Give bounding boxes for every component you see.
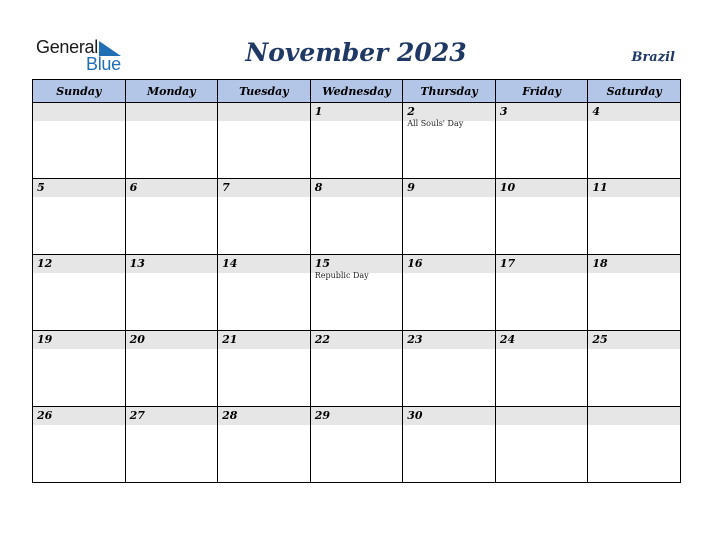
day-number: 18	[588, 255, 680, 273]
day-number: 15	[311, 255, 403, 273]
weekday-header-row	[33, 80, 681, 103]
day-number: 17	[496, 255, 588, 273]
day-cell	[310, 255, 403, 331]
day-number: 7	[218, 179, 310, 197]
day-number: 6	[126, 179, 218, 197]
day-cell	[218, 103, 311, 179]
day-number: 19	[33, 331, 125, 349]
day-cell	[125, 255, 218, 331]
day-cell	[495, 179, 588, 255]
weekday-header: Tuesday	[218, 80, 311, 103]
day-number: 13	[126, 255, 218, 273]
day-cell	[495, 331, 588, 407]
day-number: 16	[403, 255, 495, 273]
weekday-header: Wednesday	[310, 80, 403, 103]
logo-text-blue: Blue	[86, 54, 121, 74]
day-cell	[33, 407, 126, 483]
day-number	[588, 407, 680, 425]
day-number: 2	[403, 103, 495, 121]
day-number: 24	[496, 331, 588, 349]
day-cell	[218, 331, 311, 407]
weekday-header: Saturday	[588, 80, 681, 103]
day-number	[33, 103, 125, 121]
week-row	[33, 179, 681, 255]
day-number: 1	[311, 103, 403, 121]
day-number: 21	[218, 331, 310, 349]
weekday-header: Friday	[495, 80, 588, 103]
day-number: 27	[126, 407, 218, 425]
day-number: 12	[33, 255, 125, 273]
day-number	[496, 407, 588, 425]
day-cell	[310, 407, 403, 483]
day-cell	[588, 255, 681, 331]
day-number: 28	[218, 407, 310, 425]
day-cell	[495, 103, 588, 179]
day-cell	[588, 103, 681, 179]
weekday-header: Thursday	[403, 80, 496, 103]
week-row	[33, 407, 681, 483]
day-cell	[125, 407, 218, 483]
day-cell	[495, 407, 588, 483]
day-cell	[310, 331, 403, 407]
day-number: 10	[496, 179, 588, 197]
day-cell	[125, 179, 218, 255]
weekday-header: Monday	[125, 80, 218, 103]
day-cell	[403, 255, 496, 331]
day-number: 4	[588, 103, 680, 121]
week-row	[33, 103, 681, 179]
day-number: 25	[588, 331, 680, 349]
day-cell	[33, 255, 126, 331]
week-row	[33, 255, 681, 331]
day-number: 23	[403, 331, 495, 349]
day-cell	[33, 331, 126, 407]
day-cell	[403, 331, 496, 407]
day-cell	[588, 331, 681, 407]
day-cell	[218, 179, 311, 255]
day-number: 20	[126, 331, 218, 349]
holiday-label: Republic Day	[314, 271, 369, 280]
day-cell	[495, 255, 588, 331]
holiday-label: All Souls' Day	[407, 119, 464, 128]
day-cell	[310, 103, 403, 179]
day-cell	[588, 179, 681, 255]
day-cell	[218, 407, 311, 483]
weekday-header: Sunday	[33, 80, 126, 103]
day-number: 29	[311, 407, 403, 425]
day-number: 22	[311, 331, 403, 349]
day-cell	[125, 103, 218, 179]
day-number: 11	[588, 179, 680, 197]
country-label: Brazil	[631, 50, 675, 65]
day-number: 8	[311, 179, 403, 197]
day-cell	[33, 179, 126, 255]
day-cell	[125, 331, 218, 407]
day-cell	[588, 407, 681, 483]
day-number	[126, 103, 218, 121]
day-cell	[403, 407, 496, 483]
day-cell	[33, 103, 126, 179]
logo-text-general: General	[36, 37, 98, 57]
day-number: 9	[403, 179, 495, 197]
day-number: 30	[403, 407, 495, 425]
day-cell	[403, 103, 496, 179]
day-number	[218, 103, 310, 121]
day-cell	[403, 179, 496, 255]
calendar-grid	[32, 79, 681, 483]
day-number: 5	[33, 179, 125, 197]
day-number: 14	[218, 255, 310, 273]
week-row	[33, 331, 681, 407]
calendar-title: November 2023	[245, 38, 467, 67]
day-cell	[218, 255, 311, 331]
day-cell	[310, 179, 403, 255]
day-number: 3	[496, 103, 588, 121]
day-number: 26	[33, 407, 125, 425]
